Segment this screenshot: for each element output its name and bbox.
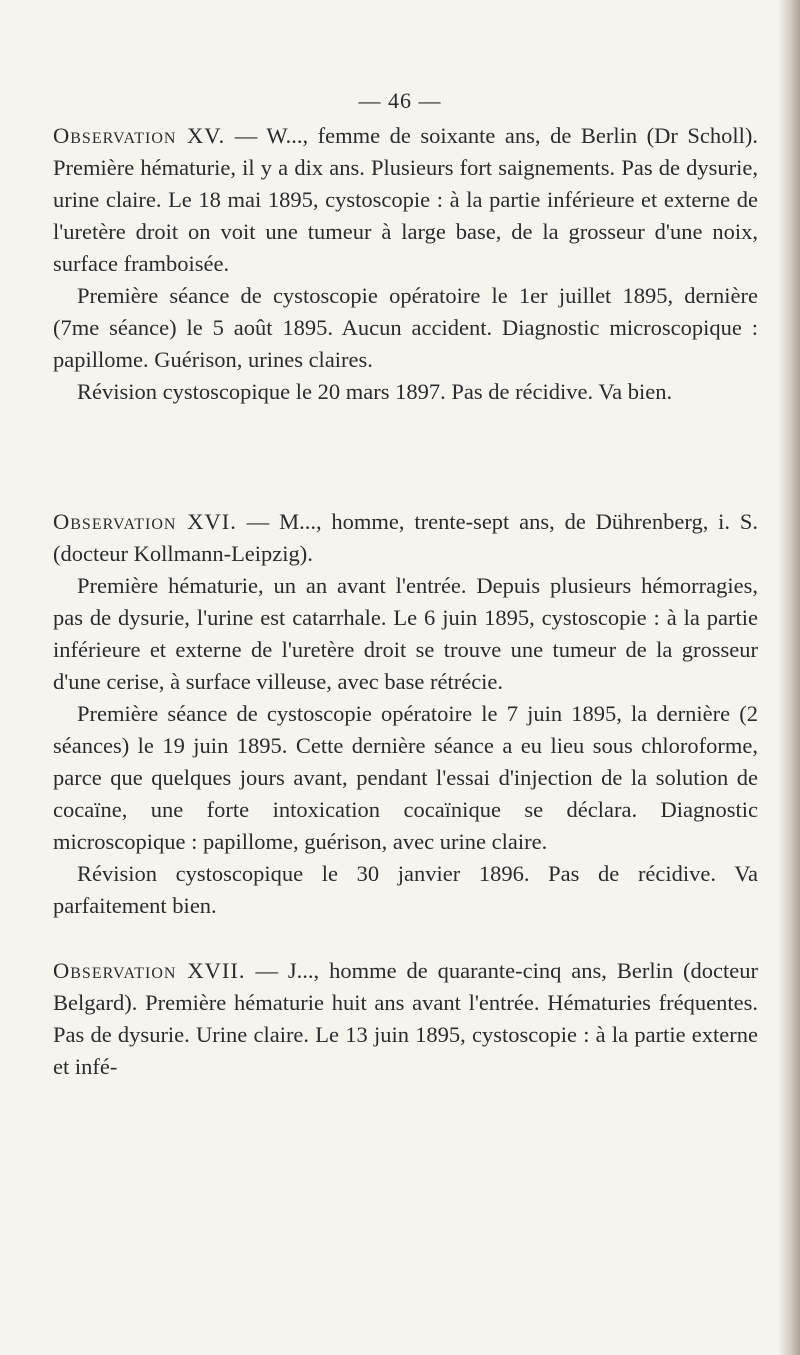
observation-xv-text-1: — W..., femme de soixante ans, de Berlin (Dr Scholl). Première hématurie, il y a dix ans. Plusieurs fort saignements. Pas de dysurie, urine claire. Le 18 mai 1895, cystoscopie : à la partie inférieure et externe de l'uretère droit on voit une tumeur à large base, de la grosseur d'une noix, surface framboisée.: [53, 123, 758, 276]
observation-xvii-text-1: — J..., homme de quarante-cinq ans, Berlin (docteur Belgard). Première hématurie huit ans avant l'entrée. Hématuries fréquentes. Pas de dysurie. Urine claire. Le 13 juin 1895, cystoscopie : à la partie externe et infé-: [53, 958, 758, 1079]
observation-xvi-paragraph-1: [53, 506, 758, 570]
observation-xvi-title: Observation XVI.: [53, 509, 237, 534]
page-number: — 46 —: [358, 88, 442, 113]
observation-xvi-paragraph-4: Révision cystoscopique le 30 janvier 1896. Pas de récidive. Va parfaitement bien.: [53, 861, 758, 918]
observation-xvii-title: Observation XVII.: [53, 958, 246, 983]
observation-xvi-text-1: — M..., homme, trente-sept ans, de Dührenberg, i. S. (docteur Kollmann-Leipzig).: [53, 509, 758, 566]
observation-xv: [53, 120, 758, 408]
observation-xv-paragraph-1: [53, 120, 758, 280]
observation-xvii: [53, 955, 758, 1083]
observation-xvi-paragraph-2: Première hématurie, un an avant l'entrée. Depuis plusieurs hémorragies, pas de dysurie, l'urine est catarrhale. Le 6 juin 1895, cystoscopie : à la partie inférieure et externe de l'uretère droit se trouve une tumeur de la grosseur d'une cerise, à surface villeuse, avec base rétrécie.: [53, 573, 758, 694]
observation-xv-paragraph-2: Première séance de cystoscopie opératoire le 1er juillet 1895, dernière (7me séance) le 5 août 1895. Aucun accident. Diagnostic microscopique : papillome. Guérison, urines claires.: [53, 283, 758, 372]
observation-xvii-paragraph-1: [53, 955, 758, 1083]
observation-xvi: [53, 506, 758, 922]
page-edge-shadow: [778, 0, 800, 1355]
observation-xvi-paragraph-3: Première séance de cystoscopie opératoire le 7 juin 1895, la dernière (2 séances) le 19 juin 1895. Cette dernière séance a eu lieu sous chloroforme, parce que quelques jours avant, pendant l'essai d'injection de la solution de cocaïne, une forte intoxication cocaïnique se déclara. Diagnostic microscopique : papillome, guérison, avec urine claire.: [53, 701, 758, 854]
observation-xv-paragraph-3: Révision cystoscopique le 20 mars 1897. Pas de récidive. Va bien.: [77, 379, 673, 404]
observation-xv-title: Observation XV.: [53, 123, 226, 148]
